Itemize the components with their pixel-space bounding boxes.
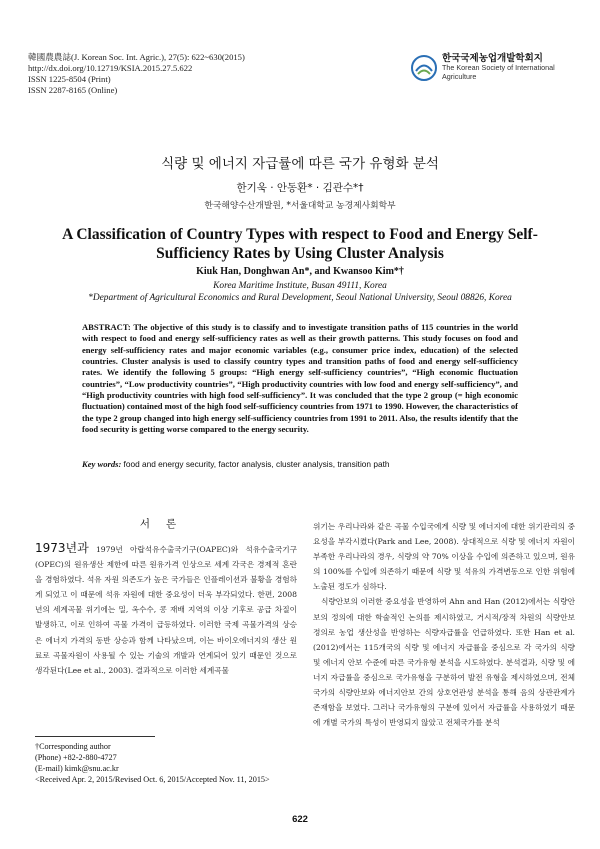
society-emblem-icon bbox=[410, 54, 438, 82]
body-column-right bbox=[313, 519, 575, 730]
english-authors: Kiuk Han, Donghwan An*, and Kwansoo Kim*† bbox=[196, 266, 404, 277]
section-title: 서론 bbox=[139, 518, 193, 530]
lead-text: 1973년과 bbox=[35, 541, 89, 555]
paragraph: 식량안보의 이러한 중요성을 반영하여 Ahn and Han (2012)에서는 식량안보의 정의에 대한 학술적인 논의를 제시하였고, 거시적/장적 차원의 식량안보 정의로 농업 생산성을 반영하는 식량자급률을 언급하였다. 또한 Han et al. (2012)에서는 115개국의 식량 및 에너지 자급률을 중심으로 각 국가의 식량 및 에너지 안보 수준에 따른 국가유형 분석을 시도하였다. 분석결과, 식량 및 에너지 자급률을 중심으로 국가유형을 구분하여 발전 유형을 제시하였으며, 전체 국가의 식량안보와 에너지안보 간의 상호연관성 분석을 통해 음의 상관관계가 존재함을 보였다. 그러나 국가유형의 구분에 있어서 자급률을 사용하였기 때문에 개별 국가의 특성이 반영되지 않았고 전체국가를 분석 bbox=[313, 597, 575, 728]
corresponding-author: †Corresponding author bbox=[35, 742, 111, 751]
issn-online: ISSN 2287-8165 (Online) bbox=[28, 85, 118, 95]
received-dates: <Received Apr. 2, 2015/Revised Oct. 6, 2015/Accepted Nov. 11, 2015> bbox=[35, 775, 270, 784]
english-affiliation-2: *Department of Agricultural Economics and Rural Development, Seoul National University, Seoul 08826, Korea bbox=[88, 293, 512, 303]
korean-affiliation: 한국해양수산개발원, *서울대학교 농경제사회학부 bbox=[204, 201, 396, 211]
footnote-divider bbox=[35, 736, 155, 737]
footnote bbox=[35, 741, 335, 785]
paragraph: 위기는 우리나라와 같은 곡물 수입국에게 식량 및 에너지에 대한 위기관리의 중요성을 부각시켰다(Park and Lee, 2008). 상대적으로 식량 및 에너지 자원이 부족한 우리나라의 경우, 식량의 약 70% 이상을 수입에 의존하고 있으며, 원유의 100%를 수입에 의존하기 때문에 식량 및 석유의 가격변동으로 인한 위험에 노출된 정도가 심하다. bbox=[313, 522, 575, 592]
phone: (Phone) +82-2-880-4727 bbox=[35, 753, 117, 762]
society-korean-name: 한국국제농업개발학회지 bbox=[442, 53, 543, 64]
email[interactable]: (E-mail) kimk@snu.ac.kr bbox=[35, 764, 119, 773]
paragraph-text: 1979년 아랍석유수출국기구(OAPEC)와 석유수출국기구(OPEC)의 원유생산 제한에 따른 원유가격 인상으로 세계 각국은 경제적 혼란을 경험하였다. 석유 자원 의존도가 높은 국가들은 인플레이션과 불황을 경험하게 되었고 이 때문에 석유 자원에 대한 중요성이 더욱 부각되었다. 한편, 2008년의 세계곡물 위기에는 밀, 옥수수, 콩 재배 지역의 이상 기후로 공급 차질이 발생하고, 이로 인하여 곡물 가격이 급등하였다. 이러한 국제 곡물가격의 상승은 에너지 가격의 동반 상승과 함께 나타났으며, 이는 바이오에너지의 생산 원료로 곡물자원이 사용될 수 있는 기술의 개발과 연계되어 있기 때문인 것으로 생각된다(Lee et al., 2003). 결과적으로 이러한 세계곡물 bbox=[35, 545, 297, 675]
issn-print: ISSN 1225-8504 (Print) bbox=[28, 74, 111, 84]
keywords bbox=[82, 459, 518, 469]
korean-authors: 한기욱 · 안동환* · 김관수*† bbox=[236, 182, 364, 194]
korean-title: 식량 및 에너지 자급률에 따른 국가 유형화 분석 bbox=[161, 156, 439, 172]
page-number: 622 bbox=[292, 814, 308, 825]
citation-line: 韓國農農誌(J. Korean Soc. Int. Agric.), 27(5): 622~630(2015) bbox=[28, 52, 245, 62]
doi-link[interactable]: http://dx.doi.org/10.12719/KSIA.2015.27.5.622 bbox=[28, 63, 193, 73]
citation-header bbox=[28, 52, 245, 96]
society-english-name: The Korean Society of International Agriculture bbox=[442, 63, 555, 81]
society-logo bbox=[410, 48, 585, 88]
english-title: A Classification of Country Types with respect to Food and Energy Self-Sufficiency Rates by Using Cluster Analysis bbox=[62, 226, 538, 262]
body-column-left bbox=[35, 541, 297, 678]
paragraph bbox=[35, 541, 297, 678]
english-affiliation-1: Korea Maritime Institute, Busan 49111, Korea bbox=[213, 281, 387, 291]
keywords-label: Key words: bbox=[82, 459, 122, 469]
abstract: ABSTRACT: The objective of this study is to classify and to investigate transition paths of 115 countries in the world with respect to food and energy self-sufficiency rates as well as their growth patterns. This study focuses on food and energy self-sufficiency rates and major economic variables (e.g., consumer price index, education) of the selected countries. Cluster analysis is used to classify country types and transition paths of food and energy self-sufficiency rates. We identify the following 5 groups: “High energy self-sufficiency countries”, “High economic fluctuation countries”, “Low productivity countries”, “High productivity countries with low food and energy self-sufficiency”, and “High productivity countries with high food self-sufficiency”. It was concluded that the type 2 group (= high economic fluctuation) contained most of the high food self-sufficiency countries from 1971 to 1990. However, the characteristics of the type 2 group changed into high energy self-sufficiency countries from 1991 to 2011. Also, the results identify that the food security is getting worse compared to the energy security. bbox=[82, 322, 518, 435]
keywords-list: food and energy security, factor analysis, cluster analysis, transition path bbox=[123, 459, 390, 469]
